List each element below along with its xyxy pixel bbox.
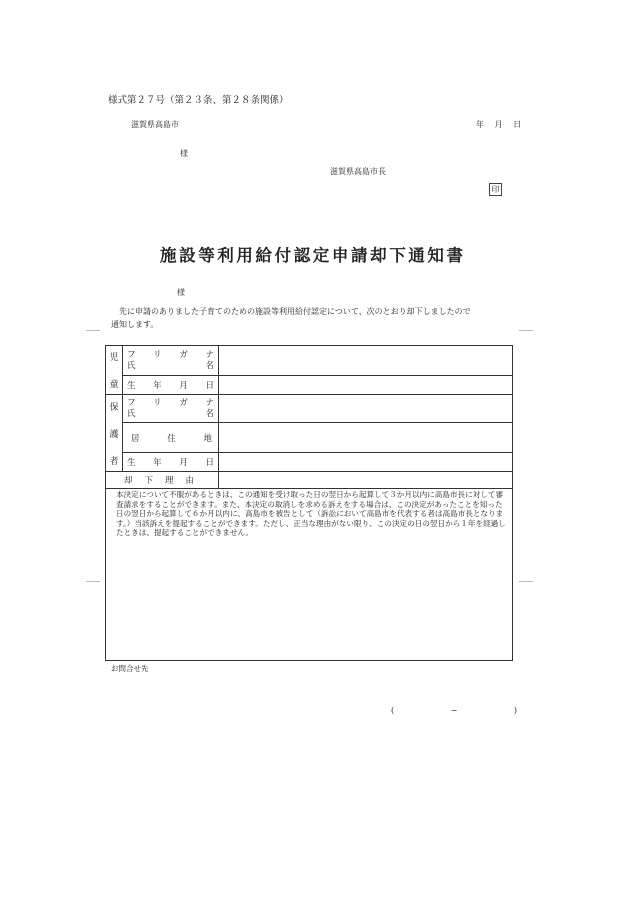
scan-mark-right-top [519, 330, 533, 331]
guardian-group-label: 保 護 者 [106, 395, 123, 472]
date-label: 年 月 日 [476, 120, 526, 129]
form-table [105, 345, 513, 489]
guardian-name-field[interactable] [219, 395, 513, 423]
scan-mark-left-bottom [86, 581, 100, 582]
child-name-label: フ リ ガ ナ 氏 名 [123, 346, 219, 376]
phone-dash: − [450, 706, 458, 715]
scan-mark-left-top [86, 330, 100, 331]
child-name-row [106, 346, 513, 376]
addressee: 滋賀県高島市 [131, 120, 179, 129]
form-number: 様式第２７号（第２３条、第２８条関係） [108, 95, 289, 106]
guardian-name-row [106, 395, 513, 423]
rejection-reason-row [106, 472, 513, 489]
guardian-address-label: 居 住 地 [123, 423, 219, 453]
guardian-address-field[interactable] [219, 423, 513, 453]
guardian-birth-row [106, 453, 513, 472]
rejection-reason-label: 却 下 理 由 [106, 472, 219, 489]
seal-icon: 印 [489, 183, 502, 196]
body-line-2: 通知します。 [111, 320, 159, 329]
phone-close-paren: ) [513, 706, 517, 715]
phone-open-paren: ( [391, 706, 395, 715]
guardian-name-label: フ リ ガ ナ 氏 名 [123, 395, 219, 423]
issuer: 滋賀県高島市長 [330, 167, 386, 176]
phone-field [391, 706, 517, 715]
appeal-notice-text: 本決定について不服があるときは、この通知を受け取った日の翌日から起算して３か月以内に高島市長に対して審査請求をすることができます。また、本決定の取消しを求める訴えをする場合は、この決定があったことを知った日の翌日から起算して６か月以内に、高島市を被告として（訴訟において高島市を代表する者は高島市長となります。）当該訴えを提起することができます。ただし、正当な理由がない限り、この決定の日の翌日から１年を経過したときは、提起することができません。 [116, 490, 506, 537]
child-birth-label: 生 年 月 日 [123, 376, 219, 395]
child-group-label: 児 童 [106, 346, 123, 395]
body-text [111, 305, 511, 331]
recipient-honorific-2: 様 [177, 288, 185, 297]
rejection-reason-field[interactable] [219, 472, 513, 489]
guardian-birth-label: 生 年 月 日 [123, 453, 219, 472]
guardian-birth-field[interactable] [219, 453, 513, 472]
scan-mark-right-bottom [519, 581, 533, 582]
appeal-notice-box [105, 487, 513, 661]
guardian-address-row [106, 423, 513, 453]
inquiry-label: お問合せ先 [111, 664, 149, 673]
child-name-field[interactable] [219, 346, 513, 376]
child-birth-field[interactable] [219, 376, 513, 395]
child-birth-row [106, 376, 513, 395]
document-title: 施設等利用給付認定申請却下通知書 [160, 246, 466, 265]
body-line-1: 先に申請のありました子育てのための施設等利用給付認定について、次のとおり却下しましたので [119, 307, 471, 316]
recipient-honorific: 様 [180, 149, 188, 158]
